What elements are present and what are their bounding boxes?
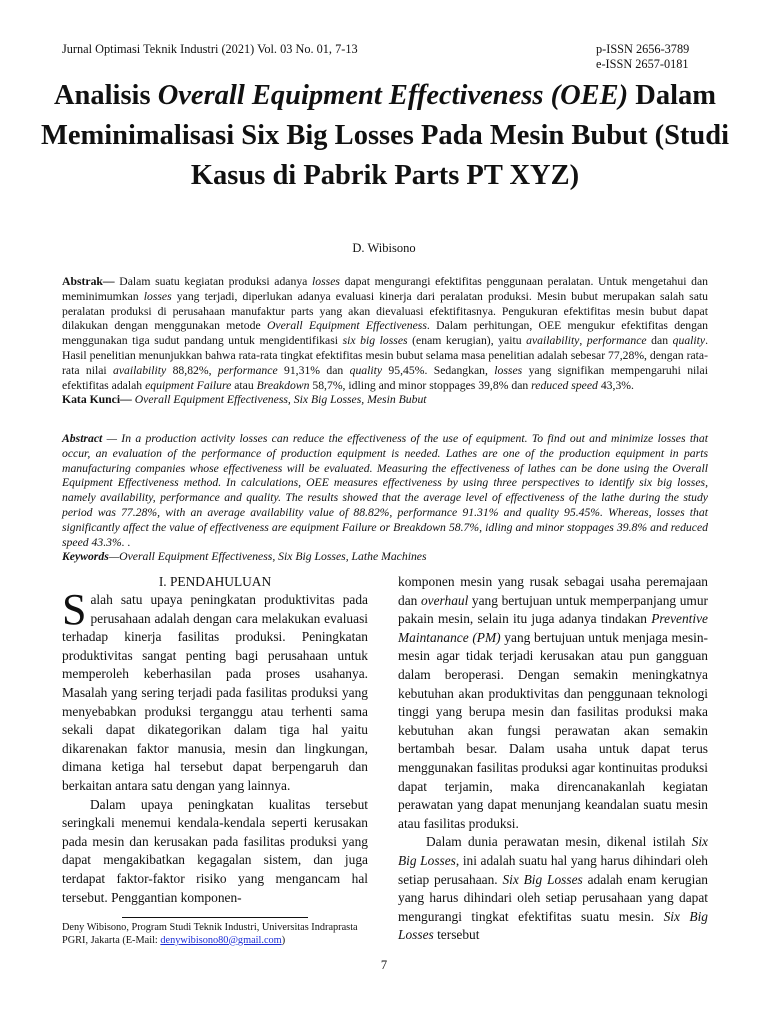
paragraph-text: komponen mesin yang rusak sebagai usaha peremajaan dan — [398, 574, 708, 608]
abstrak-italic: losses — [494, 363, 523, 377]
abstract-label: Abstract — [62, 432, 103, 445]
pissn: p-ISSN 2656-3789 — [596, 42, 690, 56]
paragraph-italic: overhaul — [420, 592, 469, 608]
abstrak-italic: equipment Failure — [145, 378, 232, 392]
right-column — [398, 573, 708, 945]
paper-title — [40, 76, 730, 196]
abstrak-italic: Overall Equipment Effectiveness — [266, 319, 427, 333]
abstrak-italic: losses — [143, 289, 172, 303]
paragraph-text: yang bertujuan untuk menjaga mesin-mesin agar tidak terjadi kerusakan atau pun gangguan dalam beroperasi. Dengan semakin meningkatnya kebutuhan akan produktivitas dan penggunaan teknologi tinggi yang berupa mesin dan fasilitas produksi maka kebutuhan akan fungsi perawatan akan semakin bertambah besar. Dalam usaha untuk dapat terus menggunakan fasilitas produksi agar kontinuitas produksi dapat terjamin, maka direncanakanlah kegiatan perawatan yang dapat menunjang keandalan suatu mesin atau fasilitas produksi. — [398, 629, 708, 831]
abstrak-italic: performance — [217, 363, 278, 377]
abstract-english — [62, 432, 708, 565]
title-italic: Overall Equipment Effectiveness (OEE) — [157, 80, 629, 111]
abstrak-text: 43,3%. — [597, 378, 634, 392]
abstrak-text: Dalam suatu kegiatan produksi adanya — [114, 275, 313, 288]
abstrak-text: 95,45%. Sedangkan, — [382, 363, 495, 377]
title-pre: Analisis — [53, 80, 158, 111]
abstrak-text: 88,82%, — [166, 363, 218, 377]
abstrak-text: . Hasil penelitian menunjukkan bahwa rata-rata tingkat efektifitas mesin bubut selama masa penelitian adalah sebesar 77,28%, dengan rata-rata nilai — [62, 334, 709, 377]
paragraph-italic: Six Big Losses — [398, 834, 708, 868]
paragraph-text: yang bertujuan untuk memperpanjang umur pakain mesin, selain itu juga adanya tindakan — [398, 592, 708, 627]
intro-paragraph-1: alah satu upaya peningkatan produktivitas pada perusahaan adalah dengan cara melakukan evaluasi terhadap kinerja fasilitas produksi. Peningkatan produktivitas sangat penting bagi perusahaan untuk memperoleh keberhasilan pada proses usahanya. Masalah yang sering terjadi pada fasilitas produksi yang menyebabkan produksi terganggu atau terhenti sama sekali dapat dikategorikan dalam tiga hal yaitu dikarenakan faktor manusia, mesin dan lingkungan, dimana ketiga hal tersebut dapat berpengaruh dan berkaitan antara satu dengan yang lainnya. — [62, 592, 368, 793]
abstrak-italic: six big losses — [342, 334, 408, 348]
abstrak-italic: availability — [113, 363, 167, 377]
abstrak-italic: losses — [312, 275, 340, 288]
abstrak-text: 91,31% dan — [277, 363, 350, 377]
paragraph-italic: Preventive Maintanance (PM) — [398, 611, 708, 645]
abstrak-text: , — [579, 334, 587, 348]
abstract-text: — In a production activity losses can reduce the effectiveness of the use of equipment. To find out and minimize losses that occur, an evaluation of the performance of production equipment is needed. Lathes are one of the production equipment in parts manufacturing companies whose effectiveness will be evaluated. Measuring the effectiveness of lathes can be done using the Overall Equipment Effectiveness method. In calculations, OEE measures effectiveness by using three perspectives to identify six big losses, namely availability, performance and quality. The results showed that the average level of effectiveness of the lathe during the study period was 77.28%, with an average availability value of 88.82%, performance 91.31% and quality 95.45%. Whereas, losses that significantly affect the value of effectiveness are equipment Failure or Breakdown 58.7%, idling and minor stoppages 39.8% and reduced speed 43.3%. . — [62, 432, 708, 549]
abstrak-italic: availability — [526, 334, 580, 348]
abstrak-italic: Breakdown — [256, 378, 310, 392]
kata-kunci-label: Kata Kunci— — [62, 393, 132, 407]
abstrak-text: . Dalam perhitungan, OEE mengukur efektifitas dengan menggunakan tiga sudut pandang untuk mengidentifikasi — [62, 319, 708, 348]
abstrak-text: atau — [231, 378, 257, 392]
right-paragraph-1 — [398, 573, 708, 833]
abstrak-italic: quality — [349, 363, 383, 377]
footnote-close: ) — [281, 934, 286, 946]
paragraph-italic: Six Big Losses — [502, 871, 583, 887]
drop-cap: S — [62, 585, 87, 634]
footnote — [62, 922, 368, 947]
keywords-label: Keywords — [62, 550, 109, 564]
abstrak-label: Abstrak— — [62, 275, 115, 288]
abstrak-italic: quality — [672, 334, 706, 348]
abstrak-italic: reduced speed — [531, 378, 598, 392]
abstrak-text: dapat mengurangi efektifitas penggunaan peralatan. Untuk mengetahui dan meminimumkan — [62, 275, 708, 303]
abstrak-text: dan — [646, 334, 673, 348]
title-post: Dalam Meminimalisasi Six Big Losses Pada Mesin Bubut (Studi Kasus di Pabrik Parts PT XYZ) — [40, 80, 730, 191]
paragraph-text: adalah enam kerugian yang harus dihindari oleh setiap perusahaan yang dapat mengurangi tingkat efektifitas suatu mesin. — [398, 871, 708, 924]
section-heading: I. PENDAHULUAN — [158, 574, 272, 589]
author-email-link[interactable]: denywibisono80@gmail.com — [160, 934, 282, 946]
journal-header: Jurnal Optimasi Teknik Industri (2021) Vol. 03 No. 01, 7-13 — [62, 42, 358, 56]
paragraph-text: tersebut — [433, 927, 480, 943]
abstrak-text: yang signifikan mempengaruhi nilai efektifitas adalah — [62, 363, 708, 392]
kata-kunci-text: Overall Equipment Effectiveness, Six Big Losses, Mesin Bubut — [131, 393, 427, 407]
abstrak-text: (enam kerugian), yaitu — [407, 334, 527, 348]
page-number: 7 — [380, 958, 388, 972]
footnote-rule — [122, 917, 308, 918]
right-paragraph-2 — [398, 833, 708, 945]
intro-paragraph-2: Dalam upaya peningkatan kualitas tersebut seringkali menemui kendala-kendala seperti kerusakan pada mesin dan kerusakan pada fasilitas produksi yang dapat mengakibatkan kegagalan sistem, dan juga terdapat faktor-faktor risiko yang mengancam hal tersebut. Penggantian komponen- — [62, 796, 368, 905]
paragraph-text: , ini adalah suatu hal yang harus dihindari oleh setiap perusahaan. — [398, 852, 709, 887]
eissn: e-ISSN 2657-0181 — [596, 57, 689, 71]
abstrak — [62, 275, 708, 408]
abstrak-text: yang terjadi, diperlukan adanya evaluasi kinerja dari peralatan produksi. Mesin bubut merupakan salah satu peralatan produksi di perusahaan manufaktur parts yang akan dievaluasi efektifitasnya. Pengukuran efektifitas mesin bubut dapat dilakukan dengan menggunakan metode — [62, 289, 709, 333]
paragraph-italic: Six Big Losses — [398, 908, 708, 943]
abstrak-text: 58,7%, idling and minor stoppages 39,8% dan — [309, 378, 532, 392]
left-column — [62, 573, 368, 907]
abstrak-italic: performance — [586, 334, 647, 348]
keywords-text: —Overall Equipment Effectiveness, Six Big Losses, Lathe Machines — [108, 550, 427, 564]
paragraph-text: Dalam dunia perawatan mesin, dikenal istilah — [426, 834, 692, 850]
author: D. Wibisono — [352, 241, 416, 255]
footnote-text: Deny Wibisono, Program Studi Teknik Industri, Universitas Indraprasta PGRI, Jakarta (E-Mail: — [62, 922, 358, 946]
